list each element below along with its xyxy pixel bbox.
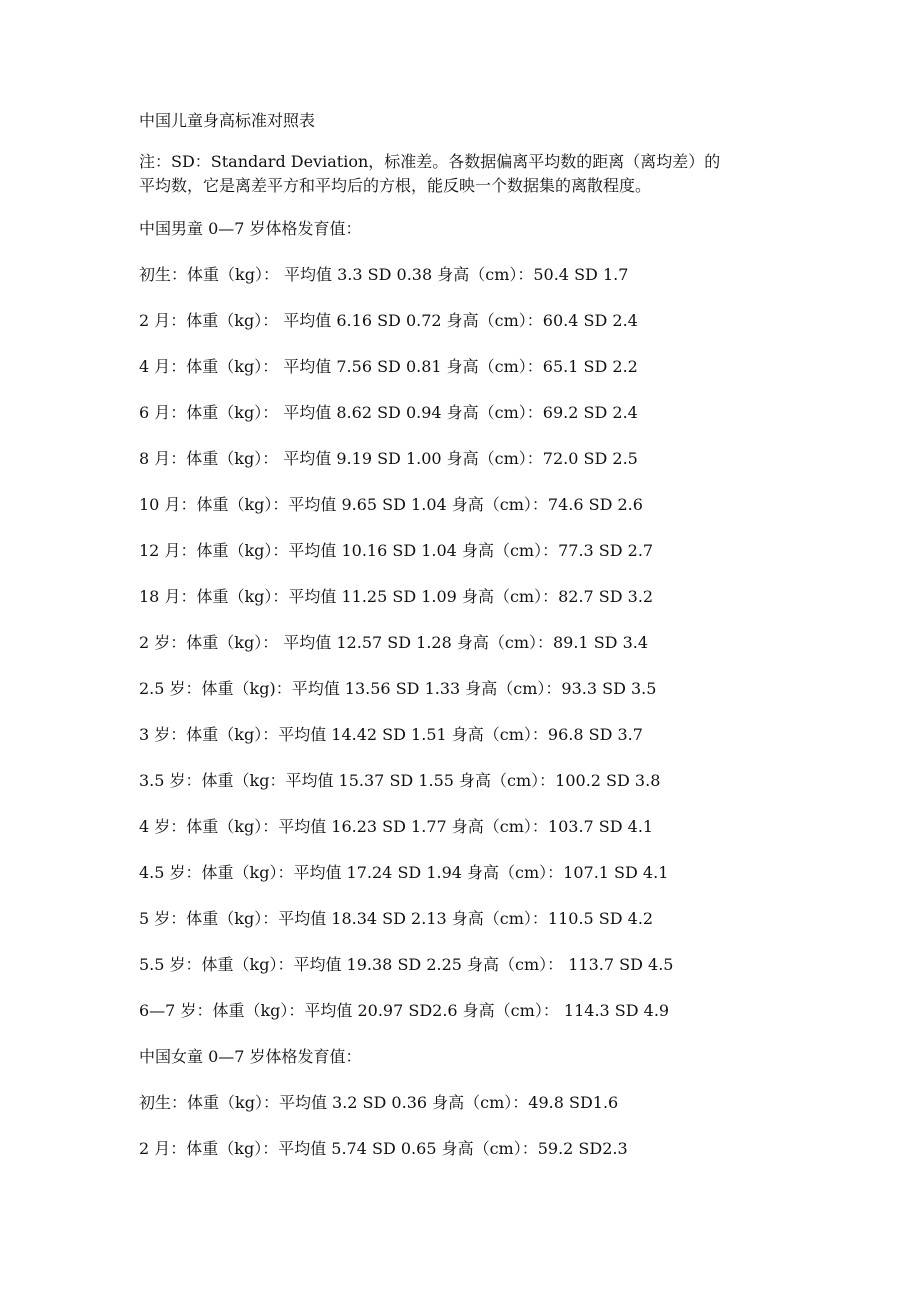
boys-row: 12 月：体重（kg）：平均值 10.16 SD 1.04 身高（cm）：77.3 SD 2.7 [139,541,654,560]
document-page [139,108,799,1182]
boys-row: 5.5 岁：体重（kg）：平均值 19.38 SD 2.25 身高（cm）： 113.7 SD 4.5 [139,955,674,974]
boys-row: 10 月：体重（kg）：平均值 9.65 SD 1.04 身高（cm）：74.6 SD 2.6 [139,495,643,514]
document-title: 中国儿童身高标准对照表 [139,111,316,130]
boys-row: 3 岁：体重（kg）：平均值 14.42 SD 1.51 身高（cm）：96.8 SD 3.7 [139,725,643,744]
girls-row: 2 月：体重（kg）：平均值 5.74 SD 0.65 身高（cm）：59.2 SD2.3 [139,1139,628,1158]
note-line: 注：SD：Standard Deviation，标准差。各数据偏离平均数的距离（离均差）的 [139,152,721,171]
boys-row: 4 月：体重（kg）： 平均值 7.56 SD 0.81 身高（cm）：65.1 SD 2.2 [139,357,638,376]
boys-section-heading: 中国男童 0—7 岁体格发育值： [139,219,362,238]
boys-row: 2.5 岁：体重（kg)：平均值 13.56 SD 1.33 身高（cm）：93.3 SD 3.5 [139,679,657,698]
boys-row: 2 月：体重（kg）： 平均值 6.16 SD 0.72 身高（cm）：60.4 SD 2.4 [139,311,638,330]
boys-row: 6—7 岁：体重（kg）：平均值 20.97 SD2.6 身高（cm）： 114.3 SD 4.9 [139,1001,670,1020]
note-paragraph [139,150,799,198]
boys-row: 初生：体重（kg）： 平均值 3.3 SD 0.38 身高（cm）：50.4 SD 1.7 [139,265,629,284]
boys-row: 4.5 岁：体重（kg）：平均值 17.24 SD 1.94 身高（cm）：107.1 SD 4.1 [139,863,669,882]
boys-row: 18 月：体重（kg）：平均值 11.25 SD 1.09 身高（cm）：82.7 SD 3.2 [139,587,654,606]
note-line: 平均数，它是离差平方和平均后的方根，能反映一个数据集的离散程度。 [139,176,652,195]
girls-row: 初生：体重（kg）：平均值 3.2 SD 0.36 身高（cm）：49.8 SD1.6 [139,1093,619,1112]
boys-row: 2 岁：体重（kg）： 平均值 12.57 SD 1.28 身高（cm）：89.1 SD 3.4 [139,633,649,652]
boys-row: 5 岁：体重（kg）：平均值 18.34 SD 2.13 身高（cm）：110.5 SD 4.2 [139,909,654,928]
boys-row: 3.5 岁：体重（kg：平均值 15.37 SD 1.55 身高（cm）：100.2 SD 3.8 [139,771,661,790]
boys-row: 6 月：体重（kg）： 平均值 8.62 SD 0.94 身高（cm）：69.2 SD 2.4 [139,403,638,422]
boys-row: 8 月：体重（kg）： 平均值 9.19 SD 1.00 身高（cm）：72.0 SD 2.5 [139,449,638,468]
boys-row: 4 岁：体重（kg）：平均值 16.23 SD 1.77 身高（cm）：103.7 SD 4.1 [139,817,654,836]
girls-section-heading: 中国女童 0—7 岁体格发育值： [139,1047,362,1066]
